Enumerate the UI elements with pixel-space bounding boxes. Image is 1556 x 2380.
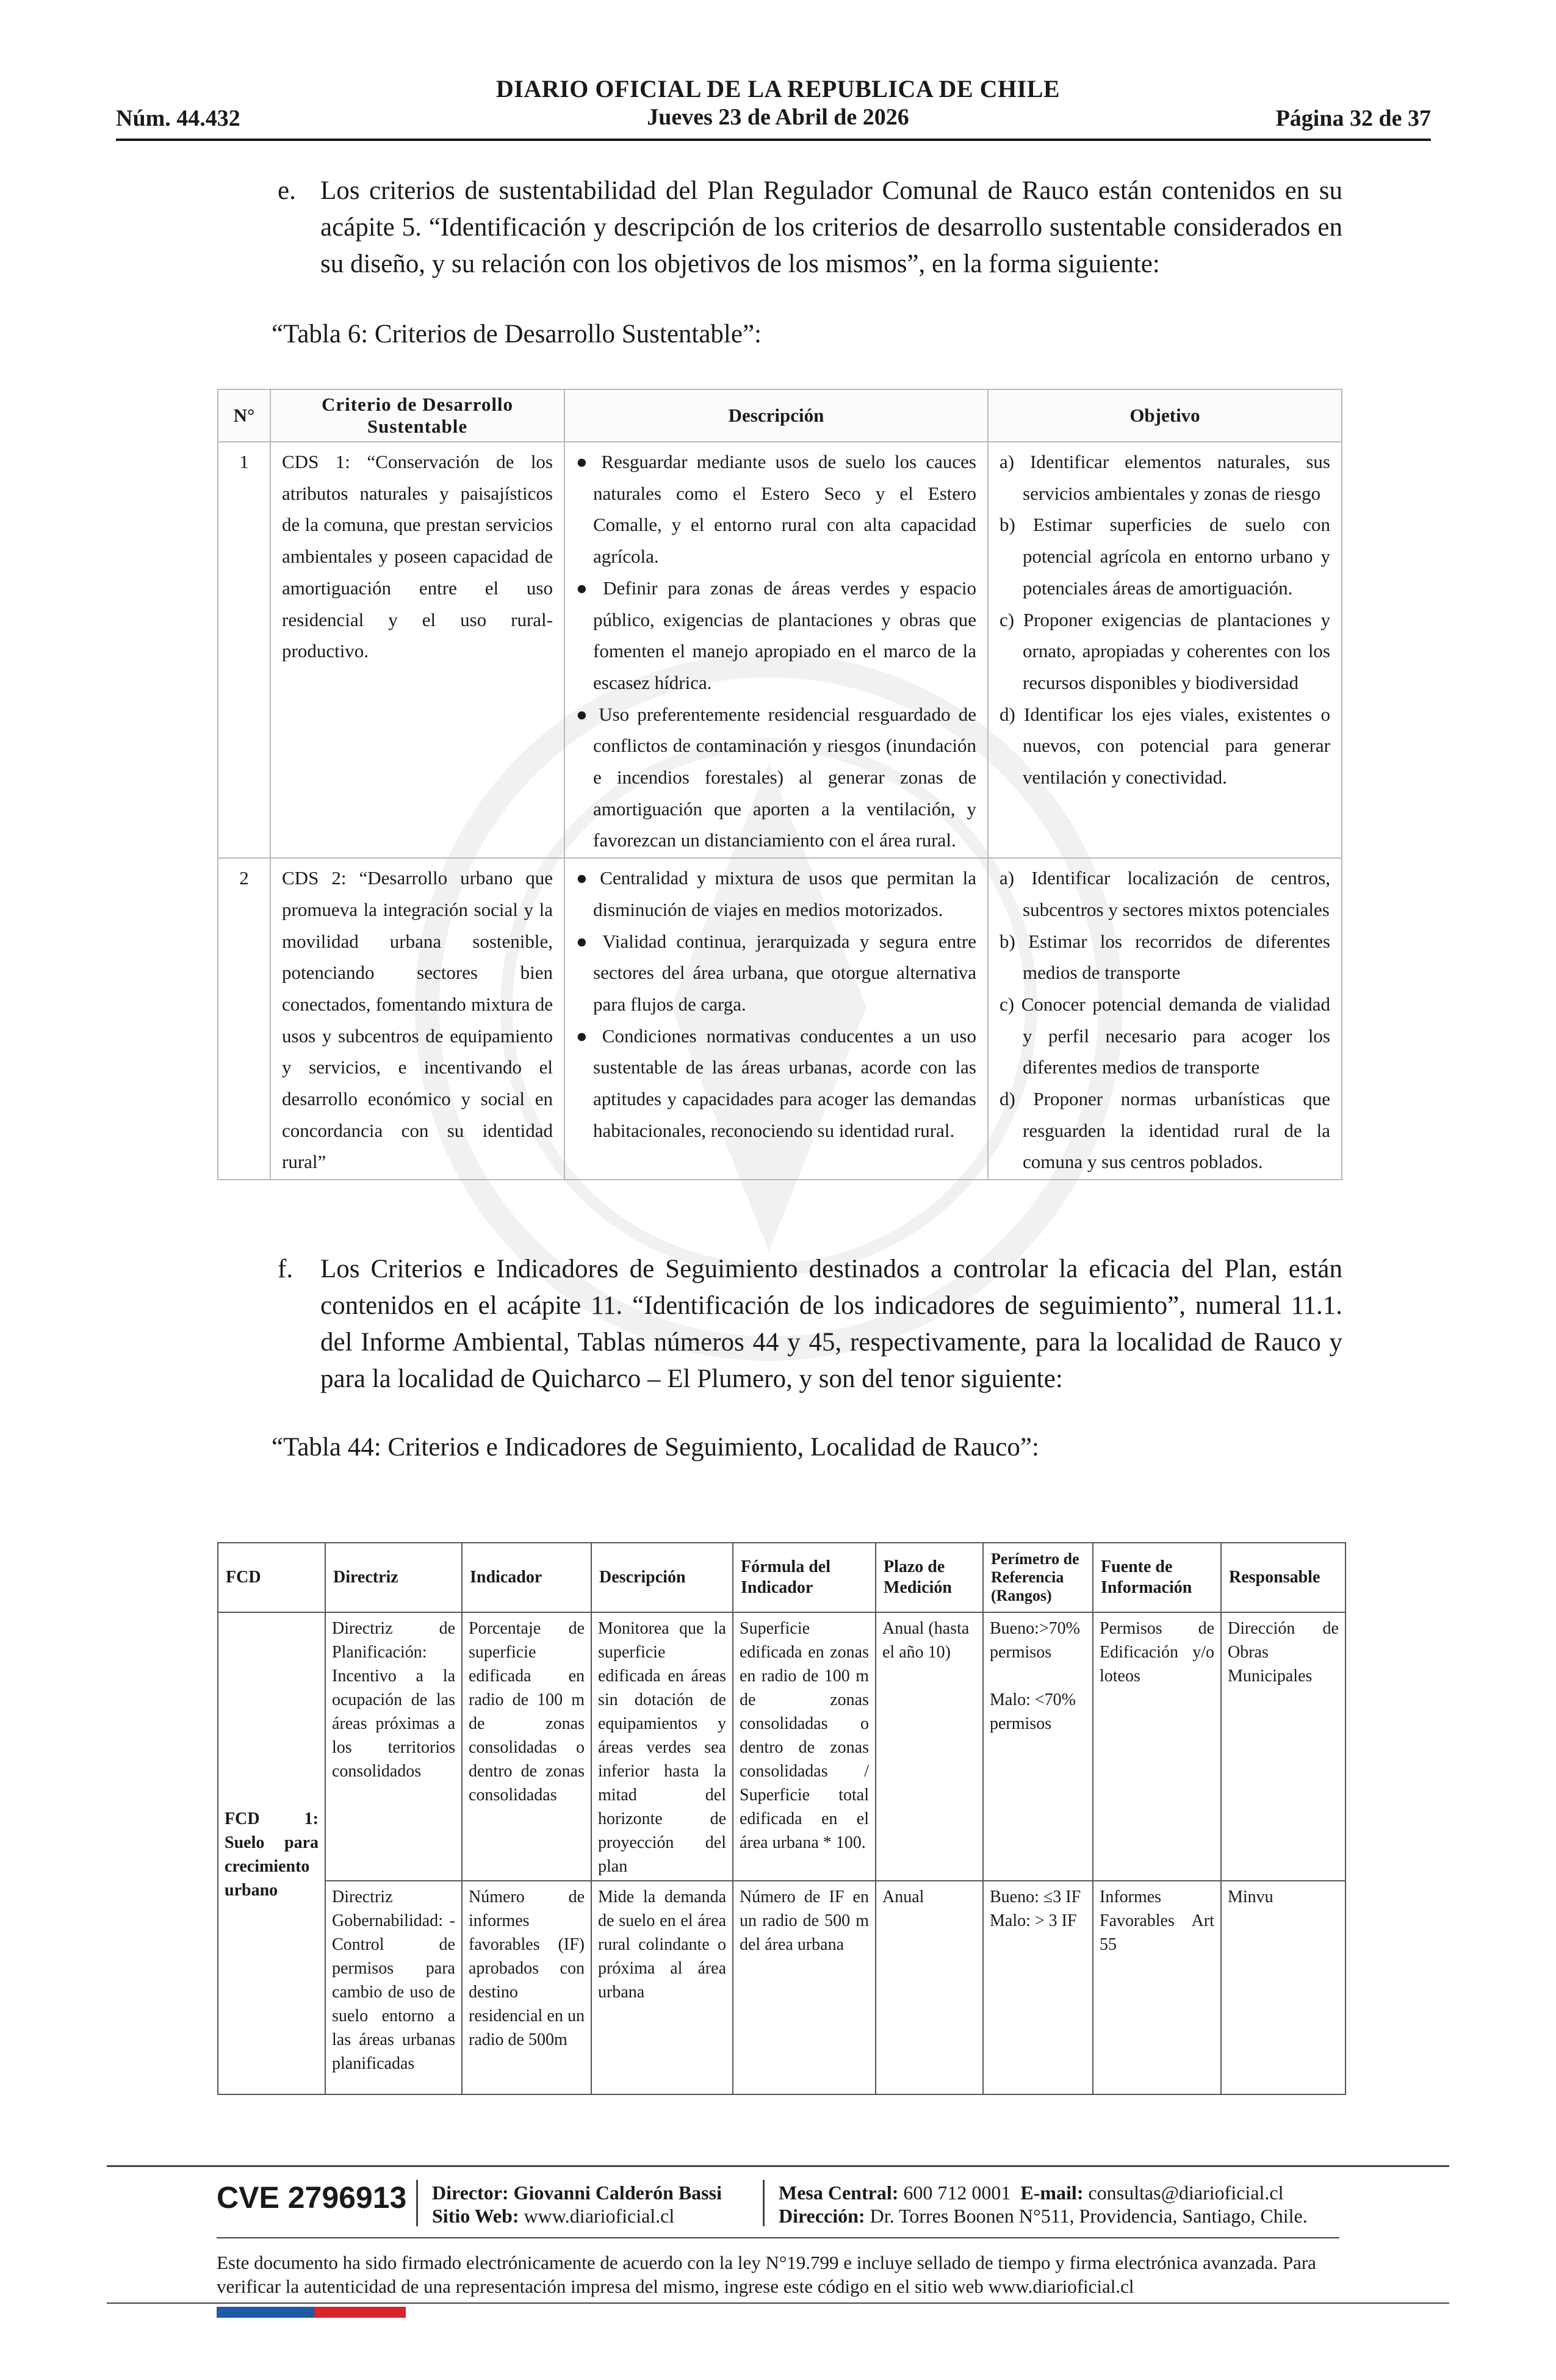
range-good: Bueno: ≤3 IF xyxy=(990,1888,1081,1906)
responsable-cell: Minvu xyxy=(1221,1881,1345,2094)
objetivo-cell xyxy=(988,858,1342,1180)
table-row xyxy=(218,442,1342,858)
perimetro-cell xyxy=(983,1881,1093,2094)
criterio-cell: CDS 2: “Desarrollo urbano que promueva la integración social y la movilidad urbana sostenible, potenciando sectores bien conectados, fomentando mixtura de usos y subcentros de equipamiento y servicios, e incentivando el desarrollo económico y social en concordancia con su identidad rural” xyxy=(270,858,564,1180)
col-header-criterio: Criterio de Desarrollo Sustentable xyxy=(270,389,564,442)
table-criterios-sustentables xyxy=(217,389,1342,1180)
director-name: Giovanni Calderón Bassi xyxy=(513,2182,722,2204)
col-header-directriz: Directriz xyxy=(325,1543,462,1612)
col-header-fuente: Fuente de Información xyxy=(1093,1543,1221,1612)
list-item: ● Uso preferentemente residencial resguardado de conflictos de contaminación y riesgos (inundación e incendios forestales) al generar zonas de amortiguación que aporten a la ventilación, y favorezcan un distanciamiento con el área rural. xyxy=(576,703,977,851)
list-item: b) Estimar los recorridos de diferentes medios de transporte xyxy=(1000,930,1330,984)
fcd-cell: FCD 1: Suelo para crecimiento urbano xyxy=(218,1612,325,2094)
col-header-num: N° xyxy=(218,389,270,442)
flag-stripe-blue xyxy=(217,2307,314,2318)
fuente-cell: Informes Favorables Art 55 xyxy=(1093,1881,1221,2094)
footer-divider xyxy=(217,2237,1339,2238)
row-number: 2 xyxy=(218,858,270,1180)
range-good: Bueno:>70% permisos xyxy=(990,1619,1080,1662)
formula-cell: Superficie edificada en zonas en radio de 100 m de zonas consolidadas o dentro de zonas consolidadas / Superficie total edificada en el área urbana * 100. xyxy=(733,1612,876,1881)
list-item: ● Condiciones normativas conducentes a un uso sustentable de las áreas urbanas, acorde con las aptitudes y capacidades para acoger las demandas habitacionales, reconociendo su identidad rural. xyxy=(576,1025,976,1141)
paragraph-label: f. xyxy=(278,1255,294,1283)
footer-divider xyxy=(107,2165,1449,2167)
flag-stripe-red xyxy=(314,2307,406,2318)
list-item: ● Vialidad continua, jerarquizada y segura entre sectores del área urbana, que otorgue alternativa para flujos de carga. xyxy=(576,930,977,1015)
col-header-perimetro: Perímetro de Referencia (Rangos) xyxy=(983,1543,1093,1612)
range-bad: Malo: > 3 IF xyxy=(990,1911,1077,1930)
table-row xyxy=(218,858,1342,1180)
list-item: ● Definir para zonas de áreas verdes y espacio público, exigencias de plantaciones y obras que fomenten el manejo apropiado en el marco de la escasez hídrica. xyxy=(576,577,976,693)
email-link[interactable]: consultas@diarioficial.cl xyxy=(1088,2182,1284,2204)
table-indicadores-seguimiento xyxy=(217,1542,1346,2095)
col-header-objetivo: Objetivo xyxy=(988,389,1342,442)
list-item: d) Proponer normas urbanísticas que resguarden la identidad rural de la comuna y sus centros poblados. xyxy=(1000,1088,1330,1173)
indicador-cell: Porcentaje de superficie edificada en radio de 100 m de zonas consolidadas o dentro de zonas consolidadas xyxy=(462,1612,591,1881)
table6-caption: “Tabla 6: Criterios de Desarrollo Sustentable”: xyxy=(272,320,762,348)
list-item: c) Proponer exigencias de plantaciones y ornato, apropiadas y coherentes con los recursos disponibles y biodiversidad xyxy=(1000,608,1330,693)
list-item: ● Centralidad y mixtura de usos que permitan la disminución de viajes en medios motorizados. xyxy=(576,867,976,920)
web-label: Sitio Web: xyxy=(432,2205,519,2227)
table-row xyxy=(218,1612,1345,1881)
list-item: a) Identificar localización de centros, subcentros y sectores mixtos potenciales xyxy=(1000,867,1330,920)
col-header-responsable: Responsable xyxy=(1221,1543,1345,1612)
issue-date: Jueves 23 de Abril de 2026 xyxy=(647,104,909,130)
fuente-cell: Permisos de Edificación y/o loteos xyxy=(1093,1612,1221,1881)
paragraph-text: Los Criterios e Indicadores de Seguimiento destinados a controlar la eficacia del Plan, están contenidos en el acápite 11. “Identificación de los indicadores de seguimiento”, numeral 11.1. del Informe Ambiental, Tablas números 44 y 45, respectivamente, para la localidad de Rauco y para la localidad de Quicharco – El Plumero, y son del tenor siguiente: xyxy=(320,1255,1342,1393)
row-number: 1 xyxy=(218,442,270,858)
col-header-formula: Fórmula del Indicador xyxy=(733,1543,876,1612)
list-item: ● Resguardar mediante usos de suelo los cauces naturales como el Estero Seco y el Estero Comalle, y el entorno rural con alta capacidad agrícola. xyxy=(576,451,976,568)
directriz-cell: Directriz de Planificación: Incentivo a la ocupación de las áreas próximas a los territorios consolidados xyxy=(325,1612,462,1881)
col-header-fcd: FCD xyxy=(218,1543,325,1612)
header-divider xyxy=(116,139,1431,141)
col-header-plazo: Plazo de Medición xyxy=(876,1543,983,1612)
plazo-cell: Anual (hasta el año 10) xyxy=(876,1612,983,1881)
paragraph-text: Los criterios de sustentabilidad del Plan Regulador Comunal de Rauco están contenidos en su acápite 5. “Identificación y descripción de los criterios de desarrollo sustentable considerados en su diseño, y su relación con los objetivos de los mismos”, en la forma siguiente: xyxy=(320,176,1342,278)
list-item: c) Conocer potencial demanda de vialidad y perfil necesario para acoger los diferentes medios de transporte xyxy=(1000,993,1330,1078)
signature-notice: Este documento ha sido firmado electrónicamente de acuerdo con la ley N°19.799 e incluye sellado de tiempo y firma electrónica avanzada. Para verificar la autenticidad de una representación impresa del mismo, ingrese este código en el sitio web www.diarioficial.cl xyxy=(217,2252,1316,2297)
plazo-cell: Anual xyxy=(876,1881,983,2094)
email-label: E-mail: xyxy=(1020,2182,1084,2204)
col-header-descripcion: Descripción xyxy=(564,389,988,442)
footer-divider xyxy=(107,2302,1449,2304)
criterio-cell: CDS 1: “Conservación de los atributos naturales y paisajísticos de la comuna, que prestan servicios ambientales y poseen capacidad de amortiguación entre el uso residencial y el uso rural-productivo. xyxy=(270,442,564,858)
issue-number: Núm. 44.432 xyxy=(116,106,240,131)
paragraph-f xyxy=(278,1251,1342,1404)
range-bad: Malo: <70% permisos xyxy=(990,1690,1076,1733)
address-label: Dirección: xyxy=(779,2205,865,2227)
table-row xyxy=(218,1881,1345,2094)
footer-contact-block xyxy=(779,2181,1308,2227)
list-item: a) Identificar elementos naturales, sus servicios ambientales y zonas de riesgo xyxy=(1000,451,1330,504)
descripcion-cell xyxy=(564,442,988,858)
perimetro-cell xyxy=(983,1612,1093,1881)
list-item: d) Identificar los ejes viales, existentes o nuevos, con potencial para generar ventilación y conectividad. xyxy=(1000,703,1330,788)
col-header-indicador: Indicador xyxy=(462,1543,591,1612)
paragraph-e xyxy=(278,173,1342,289)
footer-separator xyxy=(763,2180,765,2226)
formula-cell: Número de IF en un radio de 500 m del área urbana xyxy=(733,1881,876,2094)
mesa-label: Mesa Central: xyxy=(779,2182,899,2204)
footer-director-block xyxy=(432,2181,722,2227)
director-label: Director: xyxy=(432,2182,509,2204)
cve-code: CVE 2796913 xyxy=(217,2180,407,2215)
responsable-cell: Dirección de Obras Municipales xyxy=(1221,1612,1345,1881)
address-text: Dr. Torres Boonen N°511, Providencia, Santiago, Chile. xyxy=(870,2205,1308,2227)
objetivo-cell xyxy=(988,442,1342,858)
footer-separator xyxy=(416,2180,418,2226)
paragraph-label: e. xyxy=(278,176,296,205)
descripcion-cell: Monitorea que la superficie edificada en áreas sin dotación de equipamientos y áreas verdes sea inferior hasta la mitad del horizonte de proyección del plan xyxy=(591,1612,733,1881)
descripcion-cell: Mide la demanda de suelo en el área rural colindante o próxima al área urbana xyxy=(591,1881,733,2094)
list-item: b) Estimar superficies de suelo con potencial agrícola en entorno urbano y potenciales áreas de amortiguación. xyxy=(1000,514,1330,599)
page-indicator: Página 32 de 37 xyxy=(1275,106,1431,131)
directriz-cell: Directriz Gobernabilidad: - Control de permisos para cambio de uso de suelo entorno a las áreas urbanas planificadas xyxy=(325,1881,462,2094)
website-link[interactable]: www.diarioficial.cl xyxy=(524,2205,675,2227)
descripcion-cell xyxy=(564,858,988,1180)
indicador-cell: Número de informes favorables (IF) aprobados con destino residencial en un radio de 500m xyxy=(462,1881,591,2094)
newspaper-title: DIARIO OFICIAL DE LA REPUBLICA DE CHILE xyxy=(495,75,1061,103)
col-header-descripcion: Descripción xyxy=(591,1543,733,1612)
phone-number: 600 712 0001 xyxy=(903,2182,1011,2204)
table44-caption: “Tabla 44: Criterios e Indicadores de Seguimiento, Localidad de Rauco”: xyxy=(272,1433,1039,1462)
